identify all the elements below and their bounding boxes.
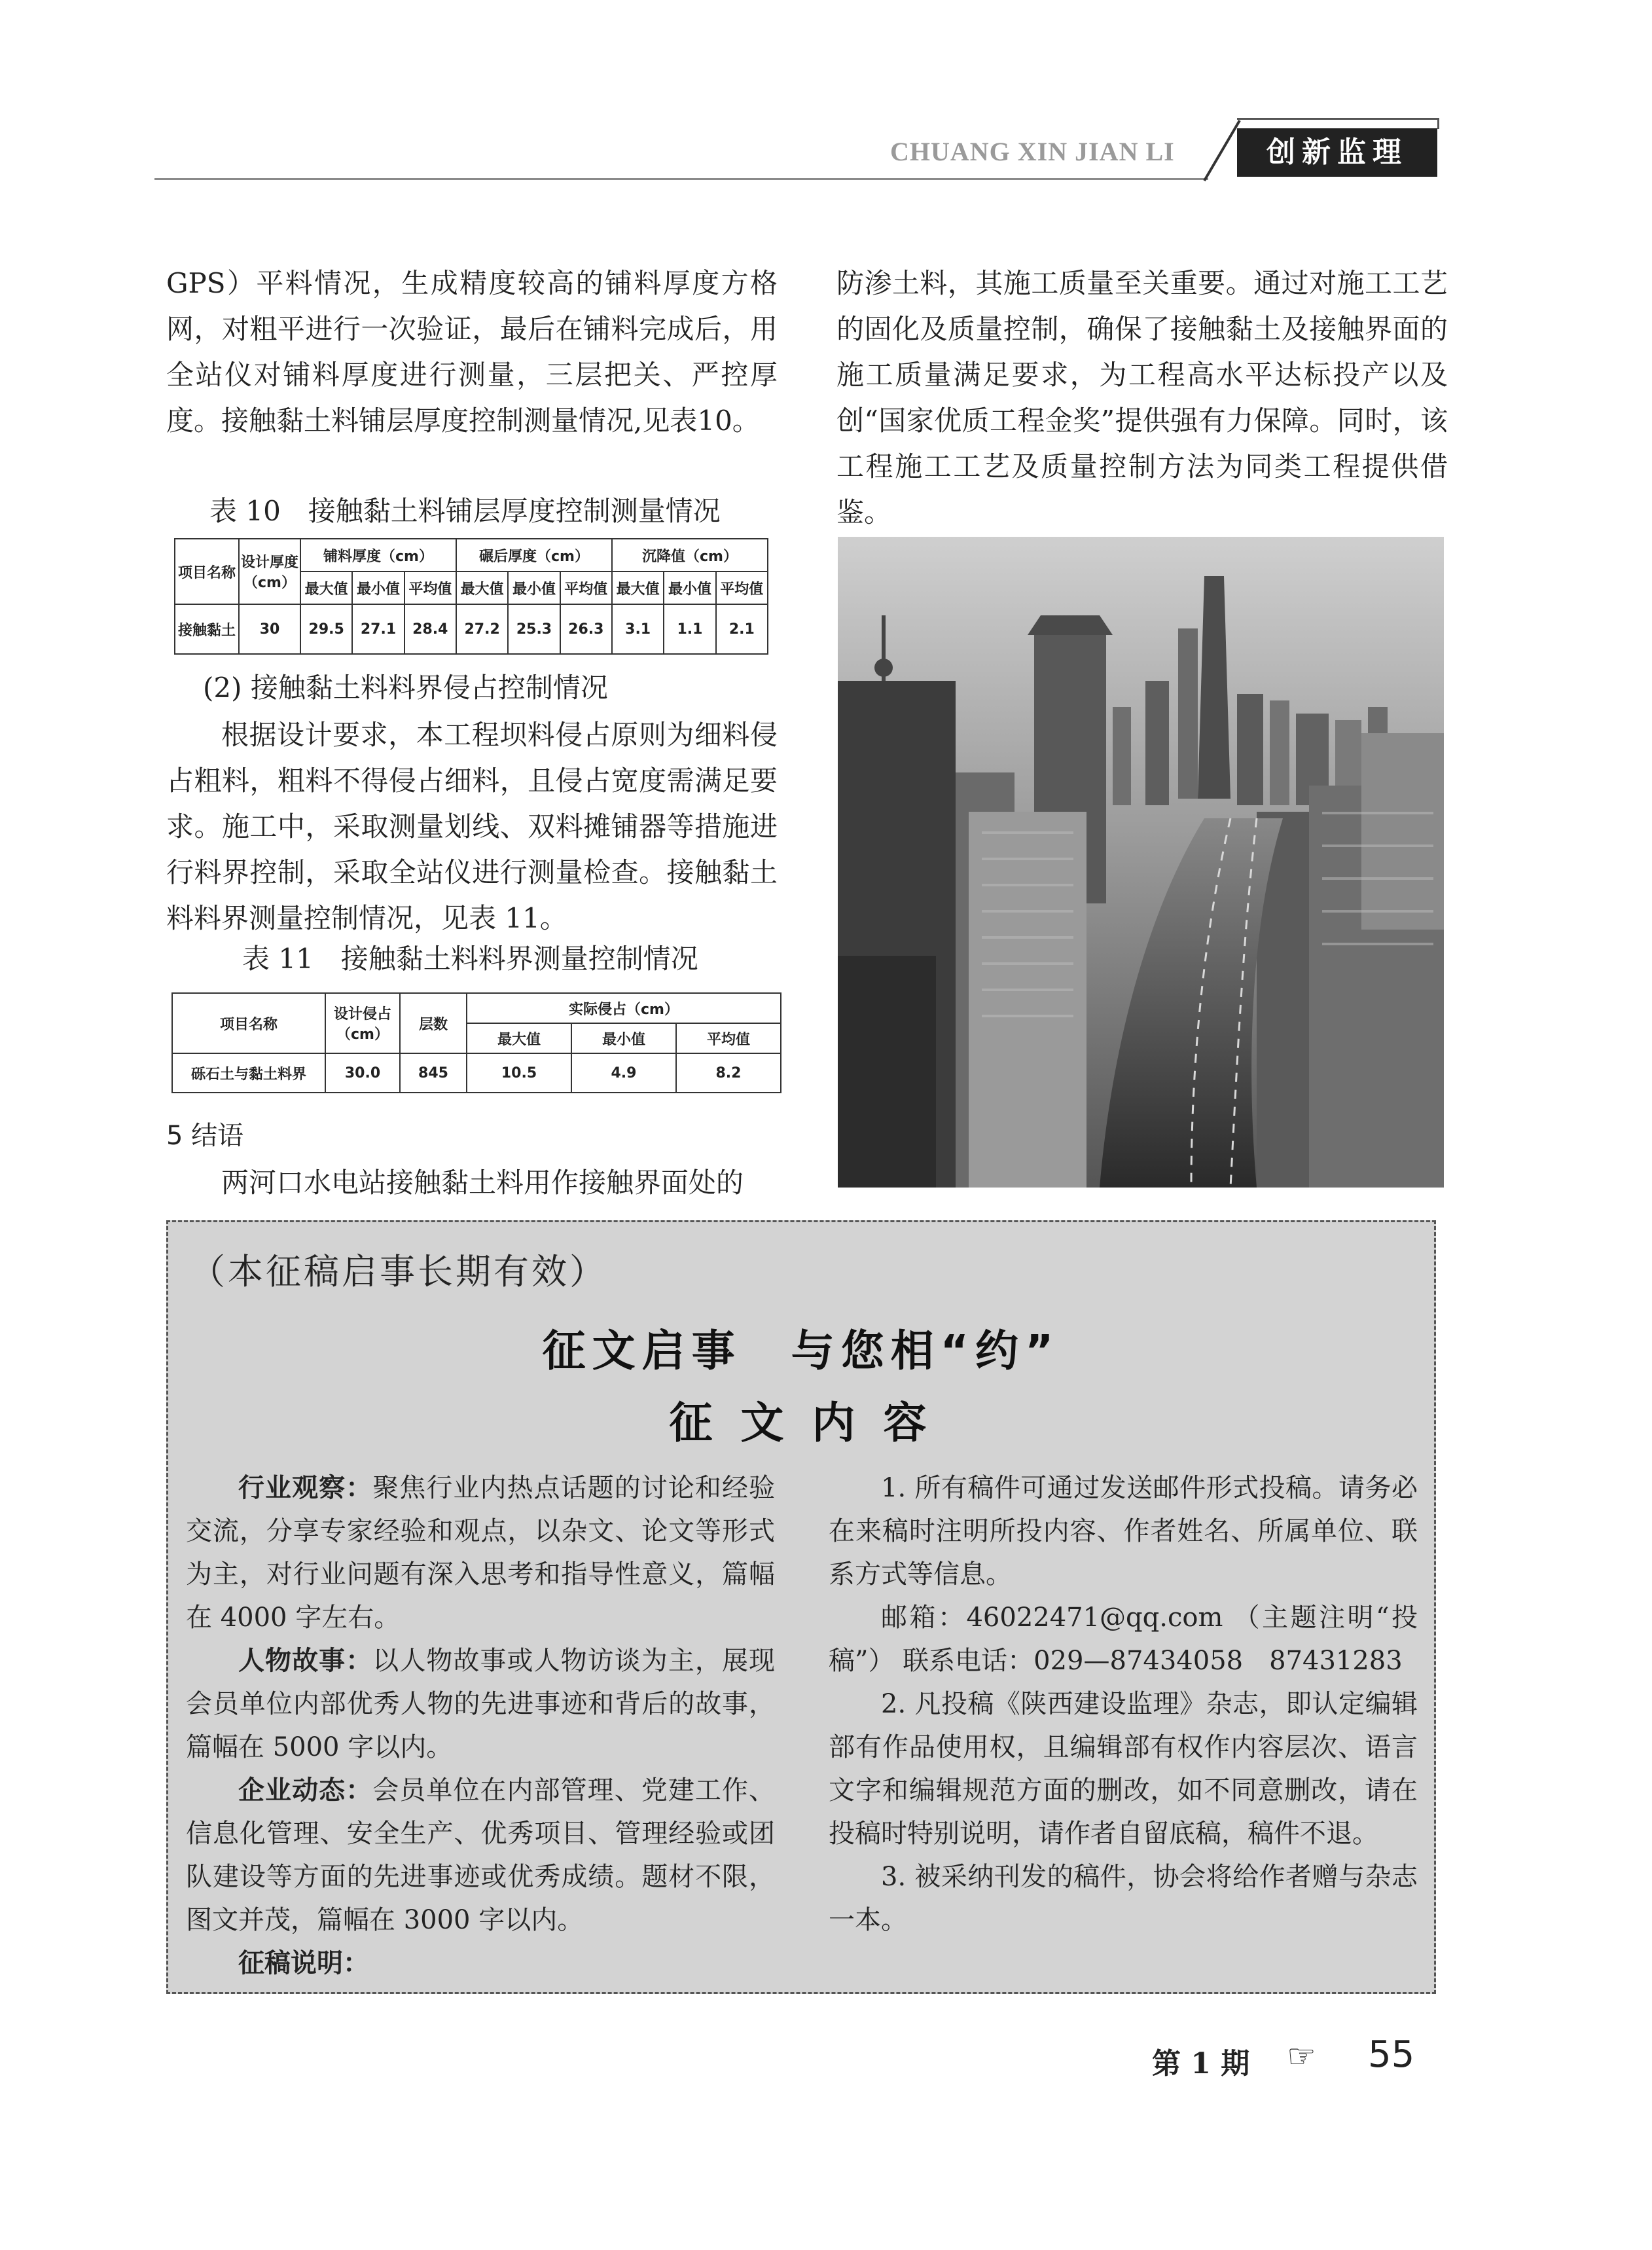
t10-cell: 30 (239, 604, 300, 654)
t11-cell: 4.9 (571, 1053, 676, 1093)
text-company: 会员单位在内部管理、党建工作、信息化管理、安全生产、优秀项目、管理经验或团队建设等方面的先进事迹或优秀成绩。题材不限，图文并茂，篇幅在 3000 字以内。 (186, 1775, 776, 1935)
t11-head-design: 设计侵占（cm） (325, 993, 400, 1053)
section-badge: 创新监理 (1237, 128, 1437, 177)
t11-head-max: 最大值 (467, 1023, 571, 1053)
pointing-hand-icon: ☞ (1287, 2037, 1316, 2075)
t11-cell: 砾石土与黏土料界 (172, 1053, 325, 1093)
t11-head-layers: 层数 (400, 993, 467, 1053)
t10-cell: 3.1 (612, 604, 664, 654)
notice-people (186, 1639, 775, 1769)
issue-number: 第 1 期 (1152, 2047, 1250, 2080)
t11-cell: 8.2 (676, 1053, 781, 1093)
t10-head-min: 最小值 (352, 572, 404, 604)
t10-head-pave: 铺料厚度（cm） (300, 539, 456, 572)
t10-cell: 26.3 (560, 604, 612, 654)
notice-subtitle: 征 文 内 容 (669, 1398, 933, 1448)
t10-head-item: 项目名称 (175, 539, 239, 604)
t11-head-item: 项目名称 (172, 993, 325, 1053)
label-people: 人物故事： (238, 1646, 373, 1676)
label-instructions: 征稿说明： (238, 1948, 369, 1978)
notice-company (186, 1769, 775, 1942)
t10-cell: 25.3 (508, 604, 560, 654)
subsection-2-heading: (2) 接触黏土料料界侵占控制情况 (203, 672, 608, 704)
notice-validity: （本征稿启事长期有效） (190, 1251, 607, 1292)
text-industry: 聚焦行业内热点话题的讨论和经验交流，分享专家经验和观点，以杂文、论文等形式为主，对行业问题有深入思考和指导性意义，篇幅在 4000 字左右。 (186, 1473, 776, 1633)
notice-rule-2: 2. 凡投稿《陕西建设监理》杂志，即认定编辑部有作品使用权，且编辑部有权作内容层次、语言文字和编辑规范方面的删改，如不同意删改，请在投稿时特别说明，请作者自留底稿，稿件不退。 (829, 1689, 1418, 1849)
t11-cell: 845 (400, 1053, 467, 1093)
t10-head-max: 最大值 (612, 572, 664, 604)
t11-head-min: 最小值 (571, 1023, 676, 1053)
header-box-frame (1237, 118, 1439, 129)
notice-instructions (186, 1942, 775, 1985)
page-number: 55 (1368, 2033, 1415, 2076)
t11-cell: 10.5 (467, 1053, 571, 1093)
left-paragraph-3: 两河口水电站接触黏土料用作接触界面处的 (221, 1167, 744, 1199)
left-paragraph-2: 根据设计要求，本工程坝料侵占原则为细料侵占粗料，粗料不得侵占细料，且侵占宽度需满足要求。施工中，采取测量划线、双料摊铺器等措施进行料界控制，采取全站仪进行测量检查。接触黏土料料界测量控制情况，见表 11。 (166, 719, 778, 934)
t10-head-max: 最大值 (456, 572, 508, 604)
label-industry: 行业观察： (238, 1473, 373, 1503)
notice-right-column (829, 1466, 1418, 1942)
t10-head-avg: 平均值 (716, 572, 768, 604)
t10-head-roll: 碾后厚度（cm） (456, 539, 612, 572)
t10-head-min: 最小值 (508, 572, 560, 604)
t11-head-avg: 平均值 (676, 1023, 781, 1053)
text-people: 以人物故事或人物访谈为主，展现会员单位内部优秀人物的先进事迹和背后的故事，篇幅在 5000 字以内。 (186, 1646, 776, 1762)
t10-cell: 1.1 (664, 604, 715, 654)
t11-head-actual: 实际侵占（cm） (467, 993, 781, 1023)
notice-rule-3: 3. 被采纳刊发的稿件，协会将给作者赠与杂志一本。 (829, 1862, 1418, 1935)
t10-head-avg: 平均值 (560, 572, 612, 604)
t10-cell: 2.1 (716, 604, 768, 654)
table-10 (174, 538, 768, 655)
t10-head-avg: 平均值 (404, 572, 456, 604)
t10-cell: 28.4 (404, 604, 456, 654)
notice-title: 征文启事 与您相“约” (542, 1326, 1060, 1376)
table-11 (171, 992, 781, 1093)
notice-industry (186, 1466, 775, 1639)
label-company: 企业动态： (238, 1775, 373, 1805)
t10-head-design: 设计厚度（cm） (239, 539, 300, 604)
t10-cell: 接触黏土 (175, 604, 239, 654)
journal-latin-title: CHUANG XIN JIAN LI (890, 137, 1175, 166)
section-5-heading: 5 结语 (166, 1121, 244, 1151)
notice-left-column (186, 1466, 775, 1985)
t10-cell: 29.5 (300, 604, 352, 654)
table10-caption: 表 10 接触黏土料铺层厚度控制测量情况 (209, 495, 721, 527)
t10-head-settle: 沉降值（cm） (612, 539, 768, 572)
t10-cell: 27.2 (456, 604, 508, 654)
t11-cell: 30.0 (325, 1053, 400, 1093)
t10-head-min: 最小值 (664, 572, 715, 604)
left-paragraph-1: GPS）平料情况，生成精度较高的铺料厚度方格网，对粗平进行一次验证，最后在铺料完成后，用全站仪对铺料厚度进行测量，三层把关、严控厚度。接触黏土料铺层厚度控制测量情况,见表10。 (166, 267, 778, 437)
t10-head-max: 最大值 (300, 572, 352, 604)
header-rule (154, 178, 1208, 180)
table11-caption: 表 11 接触黏土料料界测量控制情况 (242, 943, 698, 975)
right-paragraph-1: 防渗土料，其施工质量至关重要。通过对施工工艺的固化及质量控制，确保了接触黏土及接触界面的施工质量满足要求，为工程高水平达标投产以及创“国家优质工程金奖”提供强有力保障。同时，该工程施工工艺及质量控制方法为同类工程提供借鉴。 (836, 267, 1448, 528)
city-skyline-photo (838, 537, 1444, 1188)
notice-rule-1: 1. 所有稿件可通过发送邮件形式投稿。请务必在来稿时注明所投内容、作者姓名、所属单位、联系方式等信息。 (829, 1473, 1418, 1589)
t10-cell: 27.1 (352, 604, 404, 654)
notice-contact: 邮箱：46022471@qq.com （主题注明“投稿”） 联系电话：029—87434058 87431283 (829, 1603, 1418, 1676)
